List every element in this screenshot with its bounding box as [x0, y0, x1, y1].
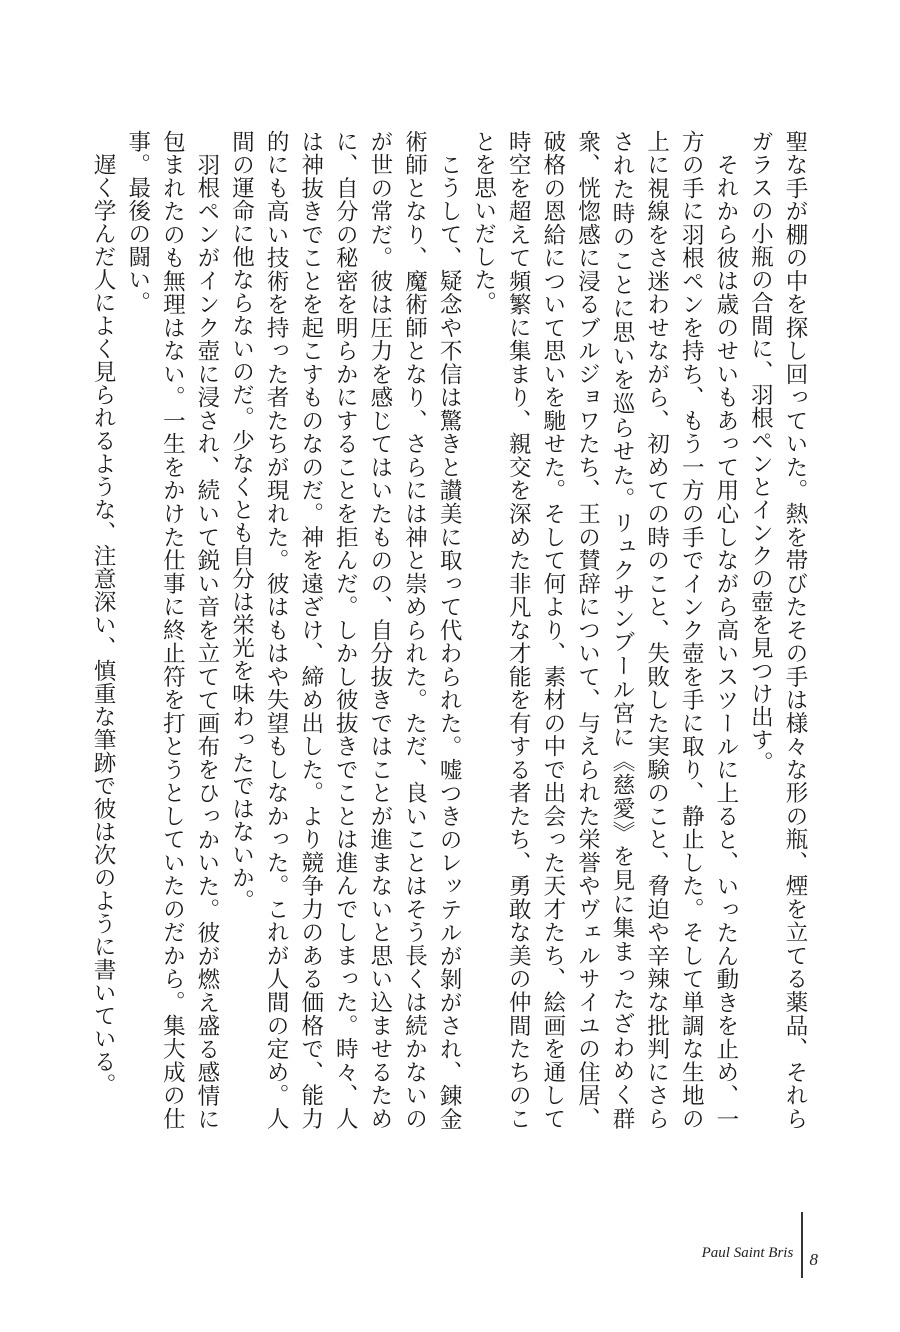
paragraph: 羽根ペンがインク壺に浸され、続いて鋭い音を立てて画布をひっかいた。彼が燃え盛る感情に包まれたのも無理はない。一生をかけた仕事に終止符を打とうとしていたのだから。集大成の仕事。最後の闘い。 [124, 130, 220, 1131]
page-number: 8 [809, 1250, 818, 1269]
footer-divider [801, 1212, 802, 1278]
paragraph: こうして、疑念や不信は驚きと讃美に取って代わられた。嘘つきのレッテルが剝がされ、錬金術師となり、魔術師となり、さらには神と崇められた。ただ、良いことはそう長くは続かないのが世の常だ。彼は圧力を感じてはいたものの、自分抜きではことが進まないと思い込ませるために、自分の秘密を明らかにすることを拒んだ。しかし彼抜きでことは進んでしまった。時々、人は神抜きでことを起こすものなのだ。神を遠ざけ、締め出した。より競争力のある価格で、能力的にも高い技術を持った者たちが現れた。彼はもはや失望もしなかった。これが人間の定め。人間の運命に他ならないのだ。少なくとも自分は栄光を味わったではないか。 [228, 130, 463, 1130]
paragraph: 聖な手が棚の中を探し回っていた。熱を帯びたその手は様々な形の瓶、煙を立てる薬品、それらガラスの小瓶の合間に、羽根ペンとインクの壺を見つけ出す。 [747, 130, 808, 1130]
body-text [90, 130, 812, 1131]
paragraph: それから彼は歳のせいもあって用心しながら高いスツールに上ると、いったん動きを止め、一方の手に羽根ペンを持ち、もう一方の手でインク壺を手に取り、静止した。そして単調な生地の上に視線をさ迷わせながら、初めての時のこと、失敗した実験のこと、脅迫や辛辣な批判にさらされた時のことに思いを巡らせた。リュクサンブール宮に《慈愛》を見に集まったざわめく群衆、恍惚感に浸るブルジョワたち、王の賛辞について、与えられた栄誉やヴェルサイユの住居、破格の恩給について思いを馳せた。そして何より、素材の中で出会った天才たち、絵画を通して時空を超えて頻繁に集まり、親交を深めた非凡な才能を有する者たち、勇敢な美の仲間たちのことを思いだした。 [470, 130, 739, 1130]
page-footer [702, 1212, 818, 1278]
running-footer-author: Paul Saint Bris [701, 1244, 794, 1261]
paragraph: 遅く学んだ人によく見られるような、注意深い、慎重な筆跡で彼は次のように書いている。 [90, 152, 117, 1096]
